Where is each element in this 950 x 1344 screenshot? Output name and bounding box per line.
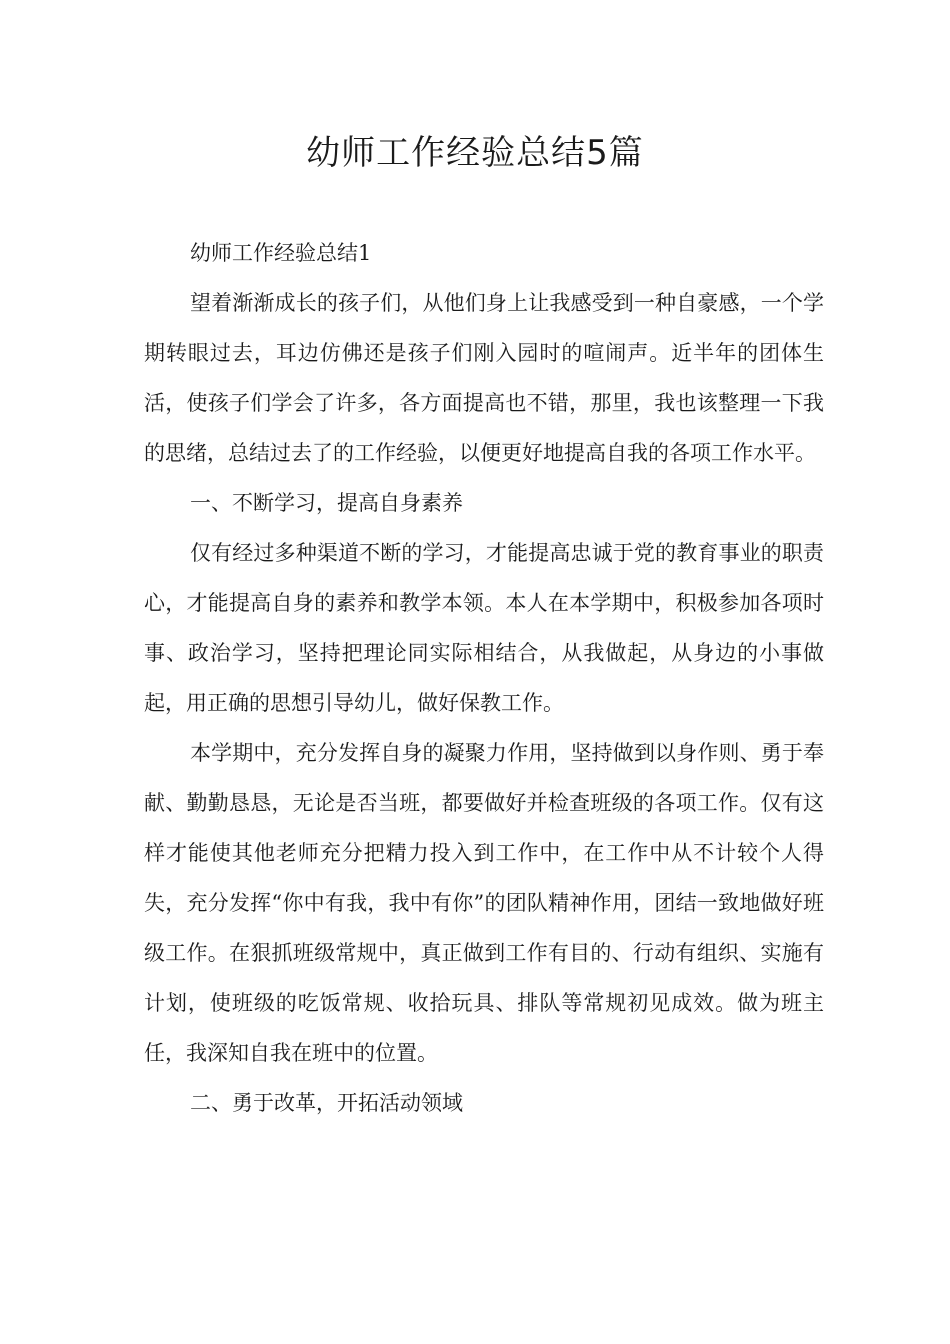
paragraph: 本学期中，充分发挥自身的凝聚力作用，坚持做到以身作则、勇于奉献、勤勤恳恳，无论是否当班，都要做好并检查班级的各项工作。仅有这样才能使其他老师充分把精力投入到工作中，在工作中从不计较个人得失，充分发挥“你中有我，我中有你”的团队精神作用，团结一致地做好班级工作。在狠抓班级常规中，真正做到工作有目的、行动有组织、实施有计划，使班级的吃饭常规、收拾玩具、排队等常规初见成效。做为班主任，我深知自我在班中的位置。 xyxy=(144,741,824,1065)
document-body xyxy=(144,228,824,1128)
section-heading: 幼师工作经验总结1 xyxy=(190,241,372,265)
section-heading: 二、勇于改革，开拓活动领域 xyxy=(190,1091,463,1115)
section-heading: 一、不断学习，提高自身素养 xyxy=(190,491,463,515)
paragraph: 仅有经过多种渠道不断的学习，才能提高忠诚于党的教育事业的职责心，才能提高自身的素养和教学本领。本人在本学期中，积极参加各项时事、政治学习，坚持把理论同实际相结合，从我做起，从身边的小事做起，用正确的思想引导幼儿，做好保教工作。 xyxy=(144,541,824,715)
document-title: 幼师工作经验总结5篇 xyxy=(306,133,644,173)
paragraph: 望着渐渐成长的孩子们，从他们身上让我感受到一种自豪感，一个学期转眼过去，耳边仿佛还是孩子们刚入园时的喧闹声。近半年的团体生活，使孩子们学会了许多，各方面提高也不错，那里，我也该整理一下我的思绪，总结过去了的工作经验，以便更好地提高自我的各项工作水平。 xyxy=(144,291,824,465)
